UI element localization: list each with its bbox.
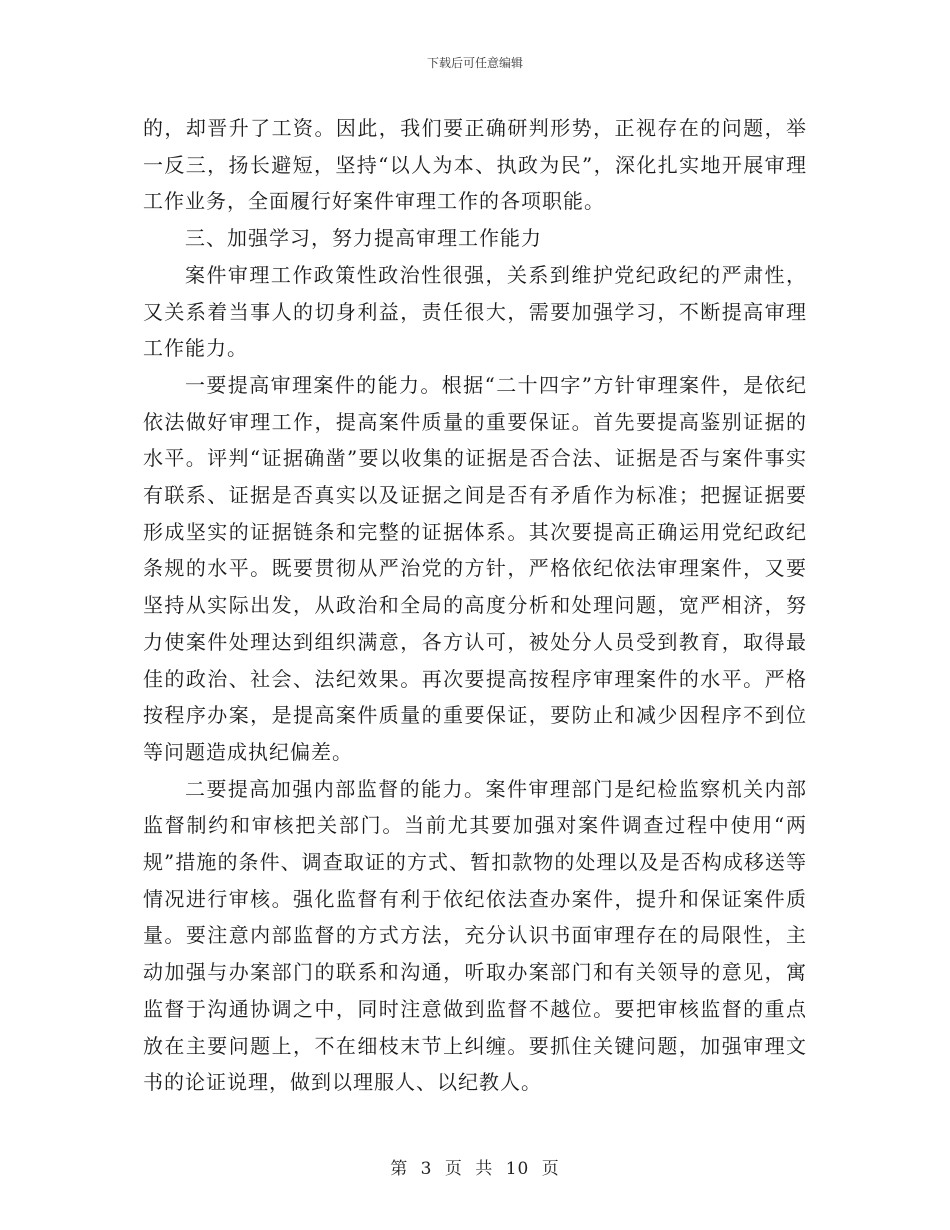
paragraph-intro: 案件审理工作政策性政治性很强，关系到维护党纪政纪的严肃性，又关系着当事人的切身利益，责任很大，需要加强学习，不断提高审理工作能力。 [143, 262, 807, 361]
document-body [143, 110, 807, 1101]
paragraph-point-one: 一要提高审理案件的能力。根据“二十四字”方针审理案件，是依纪依法做好审理工作，提高案件质量的重要保证。首先要提高鉴别证据的水平。评判“证据确凿”要以收集的证据是否合法、证据是否与案件事实有联系、证据是否真实以及证据之间是否有矛盾作为标准；把握证据要形成坚实的证据链条和完整的证据体系。其次要提高正确运用党纪政纪条规的水平。既要贯彻从严治党的方针，严格依纪依法审理案件，又要坚持从实际出发，从政治和全局的高度分析和处理问题，宽严相济，努力使案件处理达到组织满意，各方认可，被处分人员受到教育，取得最佳的政治、社会、法纪效果。再次要提高按程序审理案件的水平。严格按程序办案，是提高案件质量的重要保证，要防止和减少因程序不到位等问题造成执纪偏差。 [143, 372, 807, 764]
paragraph-point-two: 二要提高加强内部监督的能力。案件审理部门是纪检监察机关内部监督制约和审核把关部门。当前尤其要加强对案件调查过程中使用“两规”措施的条件、调查取证的方式、暂扣款物的处理以及是否构成移送等情况进行审核。强化监督有利于依纪依法查办案件，提升和保证案件质量。要注意内部监督的方式方法，充分认识书面审理存在的局限性，主动加强与办案部门的联系和沟通，听取办案部门和有关领导的意见，寓监督于沟通协调之中，同时注意做到监督不越位。要把审核监督的重点放在主要问题上，不在细枝末节上纠缠。要抓住关键问题，加强审理文书的论证说理，做到以理服人、以纪教人。 [143, 776, 807, 1095]
section-heading: 三、加强学习，努力提高审理工作能力 [185, 226, 542, 251]
page-header: 下载后可任意编辑 [426, 56, 523, 70]
page-number-footer: 第 3 页 共 10 页 [390, 1159, 560, 1179]
paragraph-continuation: 的，却晋升了工资。因此，我们要正确研判形势，正视存在的问题，举一反三，扬长避短，坚持“以人为本、执政为民”，深化扎实地开展审理工作业务，全面履行好案件审理工作的各项职能。 [143, 116, 807, 214]
